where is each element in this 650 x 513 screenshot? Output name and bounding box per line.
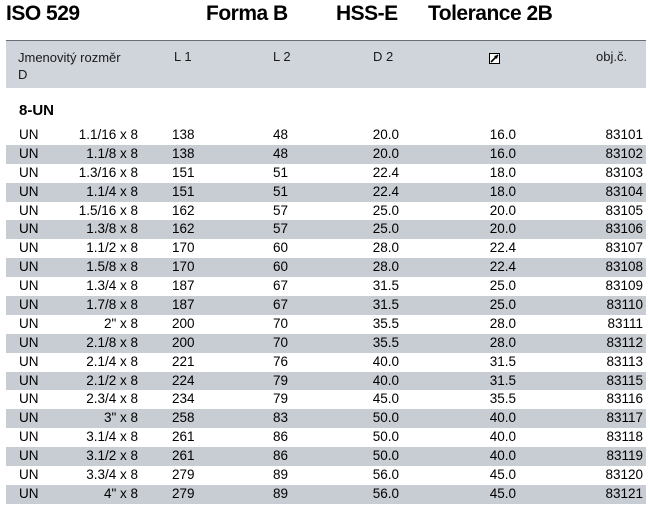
cell-tolerance: 31.5	[489, 353, 516, 369]
cell-size: 1.1/8 x 8	[86, 145, 138, 161]
cell-thread-type: UN	[19, 429, 39, 445]
table-row	[6, 485, 646, 504]
cell-thread-type: UN	[19, 485, 39, 501]
cell-tolerance: 20.0	[489, 202, 516, 218]
cell-size: 3" x 8	[103, 410, 138, 426]
cell-tolerance: 40.0	[489, 429, 516, 445]
cell-thread-type: UN	[19, 278, 39, 294]
cell-l2: 48	[273, 127, 289, 142]
cell-l1: 162	[172, 221, 195, 237]
cell-d2: 35.5	[372, 334, 399, 350]
cell-tolerance: 18.0	[489, 164, 516, 180]
cell-tolerance: 25.0	[489, 297, 516, 313]
cell-l2: 89	[273, 485, 289, 501]
table-row	[6, 447, 646, 466]
cell-thread-type: UN	[19, 334, 39, 350]
header-l1: L 1	[174, 49, 192, 64]
cell-order-number: 83111	[607, 315, 643, 331]
cell-tolerance: 22.4	[489, 240, 516, 256]
cell-order-number: 83105	[605, 202, 643, 218]
cell-tolerance: 28.0	[489, 334, 516, 350]
table-row	[6, 258, 646, 277]
cell-d2: 50.0	[372, 448, 399, 464]
cell-l2: 86	[273, 448, 289, 464]
cell-d2: 40.0	[372, 353, 399, 369]
cell-thread-type: UN	[19, 353, 39, 369]
cell-order-number: 83115	[606, 372, 643, 388]
cell-l1: 151	[172, 164, 195, 180]
cell-order-number: 83103	[605, 164, 643, 180]
cell-l1: 279	[172, 485, 195, 501]
cell-order-number: 83116	[606, 391, 643, 407]
cell-l1: 261	[172, 429, 195, 445]
cell-l1: 151	[172, 183, 195, 199]
table-row	[6, 126, 646, 145]
cell-l1: 261	[172, 448, 195, 464]
group-label: 8-UN	[19, 102, 55, 119]
cell-size: 3.3/4 x 8	[86, 467, 138, 483]
cell-size: 1.1/2 x 8	[86, 240, 138, 256]
cell-l1: 162	[172, 202, 195, 218]
cell-size: 1.5/8 x 8	[86, 259, 138, 275]
cell-size: 1.1/4 x 8	[86, 183, 138, 199]
cell-size: 1.1/16 x 8	[78, 127, 138, 142]
title-material: HSS-E	[336, 2, 398, 25]
cell-size: 2.1/4 x 8	[86, 353, 138, 369]
cell-size: 1.7/8 x 8	[86, 297, 138, 313]
cell-size: 1.3/4 x 8	[86, 278, 138, 294]
header-order-number: obj.č.	[596, 49, 628, 64]
cell-l1: 221	[172, 353, 195, 369]
cell-d2: 25.0	[372, 221, 399, 237]
cell-order-number: 83110	[606, 297, 643, 313]
cell-d2: 22.4	[372, 164, 399, 180]
cell-order-number: 83121	[605, 485, 643, 501]
cell-order-number: 83112	[606, 334, 643, 350]
cell-l1: 170	[172, 240, 195, 256]
header-dimension	[18, 49, 121, 83]
cell-l1: 258	[172, 410, 195, 426]
cell-size: 3.1/4 x 8	[86, 429, 138, 445]
cell-l2: 89	[273, 467, 289, 483]
cell-size: 4" x 8	[103, 485, 138, 501]
cell-l2: 57	[273, 221, 289, 237]
cell-l1: 224	[172, 372, 195, 388]
table-row	[6, 277, 646, 296]
table-row	[6, 315, 646, 334]
cell-thread-type: UN	[19, 164, 39, 180]
cell-tolerance: 31.5	[489, 372, 516, 388]
cell-thread-type: UN	[19, 127, 39, 142]
cell-thread-type: UN	[19, 372, 39, 388]
cell-d2: 35.5	[372, 315, 399, 331]
cell-thread-type: UN	[19, 410, 39, 426]
cell-size: 2.1/2 x 8	[86, 372, 138, 388]
table-row	[6, 164, 646, 183]
cell-order-number: 83120	[605, 467, 643, 483]
cell-tolerance: 16.0	[489, 127, 516, 142]
table-row	[6, 334, 646, 353]
cell-d2: 31.5	[372, 278, 399, 294]
table-row	[6, 466, 646, 485]
title-tolerance: Tolerance 2B	[428, 2, 553, 25]
header-l2: L 2	[273, 49, 291, 64]
cell-l1: 170	[172, 259, 195, 275]
cell-l1: 279	[172, 467, 195, 483]
cell-d2: 50.0	[372, 429, 399, 445]
title-form: Forma B	[206, 2, 288, 25]
cell-d2: 50.0	[372, 410, 399, 426]
title-standard: ISO 529	[6, 2, 80, 25]
cell-l1: 138	[172, 145, 195, 161]
cell-l2: 67	[273, 297, 289, 313]
cell-tolerance: 40.0	[489, 448, 516, 464]
cell-thread-type: UN	[19, 202, 39, 218]
table-row	[6, 239, 646, 258]
cell-d2: 40.0	[372, 372, 399, 388]
cell-d2: 20.0	[372, 145, 399, 161]
table-row	[6, 353, 646, 372]
cell-thread-type: UN	[19, 467, 39, 483]
square-tolerance-icon	[489, 53, 500, 64]
cell-d2: 20.0	[372, 127, 399, 142]
cell-thread-type: UN	[19, 145, 39, 161]
cell-order-number: 83102	[605, 145, 643, 161]
cell-order-number: 83107	[605, 240, 643, 256]
table-row	[6, 145, 646, 164]
cell-order-number: 83118	[606, 429, 643, 445]
cell-d2: 22.4	[372, 183, 399, 199]
cell-d2: 28.0	[372, 240, 399, 256]
cell-l1: 138	[172, 127, 195, 142]
cell-tolerance: 40.0	[489, 410, 516, 426]
cell-l2: 70	[273, 315, 289, 331]
cell-tolerance: 35.5	[489, 391, 516, 407]
table-row	[6, 390, 646, 409]
cell-order-number: 83101	[605, 127, 643, 142]
table-row	[6, 220, 646, 239]
cell-tolerance: 16.0	[489, 145, 516, 161]
header-dimension-symbol: D	[18, 67, 28, 82]
table-row	[6, 409, 646, 428]
cell-d2: 45.0	[372, 391, 399, 407]
cell-order-number: 83104	[605, 183, 643, 199]
cell-l2: 60	[273, 259, 289, 275]
cell-l2: 48	[273, 145, 289, 161]
cell-order-number: 83117	[606, 410, 643, 426]
cell-order-number: 83113	[606, 353, 643, 369]
cell-l2: 76	[273, 353, 289, 369]
cell-d2: 56.0	[372, 485, 399, 501]
cell-thread-type: UN	[19, 259, 39, 275]
cell-thread-type: UN	[19, 297, 39, 313]
table-row	[6, 296, 646, 315]
cell-size: 3.1/2 x 8	[86, 448, 138, 464]
cell-d2: 28.0	[372, 259, 399, 275]
cell-tolerance: 20.0	[489, 221, 516, 237]
cell-d2: 56.0	[372, 467, 399, 483]
cell-d2: 31.5	[372, 297, 399, 313]
cell-l2: 67	[273, 278, 289, 294]
cell-l1: 234	[172, 391, 195, 407]
cell-order-number: 83109	[605, 278, 643, 294]
table-row	[6, 183, 646, 202]
cell-l2: 51	[273, 183, 289, 199]
cell-order-number: 83106	[605, 221, 643, 237]
cell-tolerance: 22.4	[489, 259, 516, 275]
cell-l2: 57	[273, 202, 289, 218]
cell-thread-type: UN	[19, 448, 39, 464]
cell-d2: 25.0	[372, 202, 399, 218]
cell-thread-type: UN	[19, 183, 39, 199]
table-row	[6, 202, 646, 221]
cell-l2: 83	[273, 410, 289, 426]
table-row	[6, 428, 646, 447]
cell-l2: 60	[273, 240, 289, 256]
cell-thread-type: UN	[19, 315, 39, 331]
cell-size: 2.3/4 x 8	[86, 391, 138, 407]
cell-l1: 200	[172, 315, 195, 331]
cell-l1: 200	[172, 334, 195, 350]
cell-order-number: 83119	[606, 448, 643, 464]
cell-thread-type: UN	[19, 221, 39, 237]
table-header	[6, 40, 646, 88]
cell-thread-type: UN	[19, 391, 39, 407]
cell-size: 2.1/8 x 8	[86, 334, 138, 350]
cell-l2: 79	[273, 372, 289, 388]
cell-size: 1.3/16 x 8	[78, 164, 138, 180]
cell-l2: 70	[273, 334, 289, 350]
table-row	[6, 372, 646, 391]
cell-tolerance: 25.0	[489, 278, 516, 294]
cell-tolerance: 45.0	[489, 485, 516, 501]
cell-l2: 51	[273, 164, 289, 180]
cell-tolerance: 45.0	[489, 467, 516, 483]
cell-l2: 79	[273, 391, 289, 407]
cell-l1: 187	[172, 278, 195, 294]
header-dimension-label: Jmenovitý rozměr	[18, 50, 121, 65]
cell-order-number: 83108	[605, 259, 643, 275]
cell-l2: 86	[273, 429, 289, 445]
cell-size: 2" x 8	[103, 315, 138, 331]
table-body	[6, 126, 646, 504]
cell-tolerance: 28.0	[489, 315, 516, 331]
cell-l1: 187	[172, 297, 195, 313]
cell-size: 1.3/8 x 8	[86, 221, 138, 237]
cell-thread-type: UN	[19, 240, 39, 256]
header-d2: D 2	[373, 49, 394, 64]
cell-size: 1.5/16 x 8	[78, 202, 138, 218]
cell-tolerance: 18.0	[489, 183, 516, 199]
